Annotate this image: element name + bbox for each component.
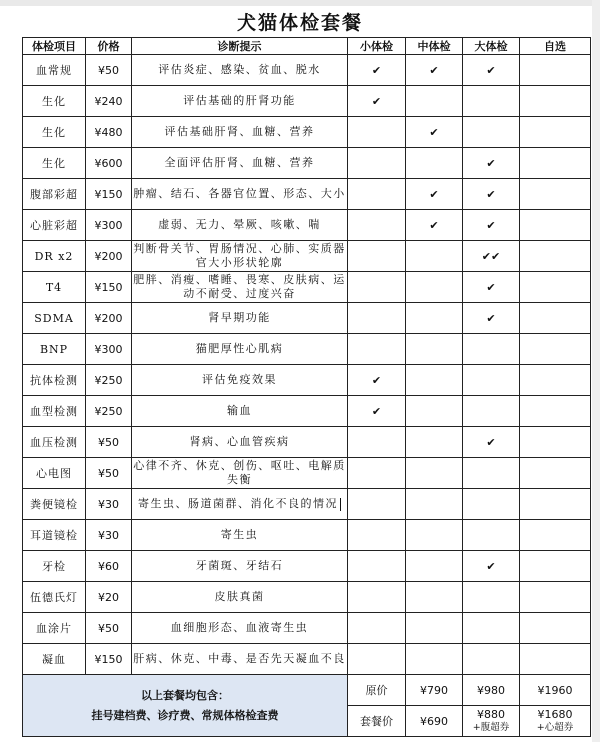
row-custom-select[interactable] [520, 334, 591, 365]
row-medium-check [406, 365, 463, 396]
header-diagnosis: 诊断提示 [132, 38, 348, 55]
table-row [23, 520, 591, 551]
row-diagnosis: 心律不齐、休克、创伤、呕吐、电解质失衡 [132, 458, 348, 489]
row-item: 血型检测 [23, 396, 86, 427]
row-item: SDMA [23, 303, 86, 334]
original-price-small: ¥790 [406, 675, 463, 706]
original-price-label: 原价 [348, 675, 406, 706]
summary-line-1: 以上套餐均包含： [141, 688, 229, 702]
page-top-edge [0, 0, 600, 6]
row-small-check [348, 458, 406, 489]
row-medium-check [406, 241, 463, 272]
row-diagnosis: 评估基础肝肾、血糖、营养 [132, 117, 348, 148]
row-medium-check [406, 489, 463, 520]
header-custom: 自选 [520, 38, 591, 55]
row-item: BNP [23, 334, 86, 365]
row-large-check: ✔ [463, 179, 520, 210]
row-custom-select[interactable] [520, 148, 591, 179]
row-custom-select[interactable] [520, 427, 591, 458]
row-small-check: ✔ [348, 55, 406, 86]
row-small-check [348, 179, 406, 210]
summary-note [23, 675, 348, 737]
row-medium-check [406, 272, 463, 303]
row-custom-select[interactable] [520, 86, 591, 117]
row-small-check: ✔ [348, 86, 406, 117]
row-large-check: ✔✔ [463, 241, 520, 272]
row-price: ¥250 [86, 396, 132, 427]
row-medium-check [406, 613, 463, 644]
row-medium-check [406, 644, 463, 675]
row-medium-check: ✔ [406, 179, 463, 210]
table-row [23, 365, 591, 396]
row-diagnosis: 虚弱、无力、晕厥、咳嗽、喘 [132, 210, 348, 241]
row-custom-select[interactable] [520, 303, 591, 334]
row-price: ¥240 [86, 86, 132, 117]
row-item: 血涂片 [23, 613, 86, 644]
row-large-check: ✔ [463, 148, 520, 179]
row-diagnosis: 评估基础的肝肾功能 [132, 86, 348, 117]
row-price: ¥150 [86, 644, 132, 675]
package-price-large-value: ¥1680 [537, 708, 573, 721]
row-item: 伍德氏灯 [23, 582, 86, 613]
row-price: ¥30 [86, 520, 132, 551]
row-large-check [463, 520, 520, 551]
row-large-check [463, 396, 520, 427]
page-title: 犬猫体检套餐 [236, 12, 363, 34]
row-diagnosis: 肿瘤、结石、各器官位置、形态、大小 [132, 179, 348, 210]
row-item: 腹部彩超 [23, 179, 86, 210]
row-medium-check [406, 303, 463, 334]
table-row [23, 241, 591, 272]
row-small-check [348, 272, 406, 303]
row-diagnosis: 全面评估肝肾、血糖、营养 [132, 148, 348, 179]
row-small-check [348, 644, 406, 675]
row-diagnosis: 牙菌斑、牙结石 [132, 551, 348, 582]
row-item: 耳道镜检 [23, 520, 86, 551]
row-custom-select[interactable] [520, 55, 591, 86]
row-large-check: ✔ [463, 551, 520, 582]
row-large-check: ✔ [463, 272, 520, 303]
package-price-label: 套餐价 [348, 706, 406, 737]
row-small-check [348, 613, 406, 644]
row-custom-select[interactable] [520, 458, 591, 489]
row-price: ¥300 [86, 334, 132, 365]
row-small-check [348, 582, 406, 613]
row-large-check [463, 334, 520, 365]
row-price: ¥50 [86, 55, 132, 86]
table-row [23, 551, 591, 582]
original-price-large: ¥1960 [520, 675, 591, 706]
table-row [23, 210, 591, 241]
package-price-large [520, 706, 591, 737]
original-price-medium: ¥980 [463, 675, 520, 706]
row-small-check [348, 520, 406, 551]
row-small-check [348, 551, 406, 582]
row-medium-check: ✔ [406, 210, 463, 241]
table-row [23, 334, 591, 365]
table-row [23, 582, 591, 613]
row-price: ¥60 [86, 551, 132, 582]
header-medium-package: 中体检 [406, 38, 463, 55]
row-small-check [348, 148, 406, 179]
checkup-table [22, 37, 591, 737]
row-medium-check [406, 148, 463, 179]
row-custom-select[interactable] [520, 644, 591, 675]
header-small-package: 小体检 [348, 38, 406, 55]
row-large-check: ✔ [463, 210, 520, 241]
package-price-large-note: +心超券 [536, 722, 574, 733]
header-item: 体检项目 [23, 38, 86, 55]
table-row [23, 644, 591, 675]
row-item: 生化 [23, 148, 86, 179]
row-price: ¥20 [86, 582, 132, 613]
row-price: ¥50 [86, 458, 132, 489]
row-diagnosis: 肝病、休克、中毒、是否先天凝血不良 [132, 644, 348, 675]
row-price: ¥30 [86, 489, 132, 520]
row-diagnosis: 输血 [132, 396, 348, 427]
row-small-check: ✔ [348, 396, 406, 427]
row-medium-check [406, 520, 463, 551]
row-large-check [463, 644, 520, 675]
table-row [23, 458, 591, 489]
row-item: DR x2 [23, 241, 86, 272]
table-row [23, 427, 591, 458]
row-price: ¥300 [86, 210, 132, 241]
header-large-package: 大体检 [463, 38, 520, 55]
row-item: 心脏彩超 [23, 210, 86, 241]
window-scrollbar[interactable] [592, 0, 600, 742]
row-small-check [348, 210, 406, 241]
header-price: 价格 [86, 38, 132, 55]
package-price-medium-note: +腹超券 [472, 722, 510, 733]
row-large-check [463, 489, 520, 520]
row-medium-check [406, 334, 463, 365]
row-diagnosis: 猫肥厚性心肌病 [132, 334, 348, 365]
row-diagnosis: 寄生虫、肠道菌群、消化不良的情况 [132, 489, 348, 520]
row-custom-select[interactable] [520, 520, 591, 551]
row-custom-select[interactable] [520, 365, 591, 396]
row-item: 生化 [23, 117, 86, 148]
row-price: ¥200 [86, 241, 132, 272]
row-price: ¥150 [86, 179, 132, 210]
row-small-check [348, 334, 406, 365]
row-large-check: ✔ [463, 55, 520, 86]
package-price-medium [463, 706, 520, 737]
row-custom-select[interactable] [520, 396, 591, 427]
table-row [23, 117, 591, 148]
table-row [23, 148, 591, 179]
row-large-check [463, 86, 520, 117]
row-price: ¥200 [86, 303, 132, 334]
row-custom-select[interactable] [520, 210, 591, 241]
row-price: ¥50 [86, 427, 132, 458]
row-item: T4 [23, 272, 86, 303]
text-cursor [340, 498, 341, 511]
row-diagnosis: 皮肤真菌 [132, 582, 348, 613]
row-price: ¥480 [86, 117, 132, 148]
package-price-medium-value: ¥880 [477, 708, 505, 721]
row-item: 血压检测 [23, 427, 86, 458]
row-item: 牙检 [23, 551, 86, 582]
row-large-check [463, 582, 520, 613]
summary-row-original [23, 675, 591, 706]
row-price: ¥50 [86, 613, 132, 644]
row-large-check: ✔ [463, 303, 520, 334]
header-row [23, 38, 591, 55]
table-row [23, 613, 591, 644]
row-diagnosis: 肥胖、消瘦、嗜睡、畏寒、皮肤病、运动不耐受、过度兴奋 [132, 272, 348, 303]
row-small-check [348, 303, 406, 334]
table-row [23, 303, 591, 334]
row-item: 粪便镜检 [23, 489, 86, 520]
row-medium-check: ✔ [406, 55, 463, 86]
row-custom-select[interactable] [520, 241, 591, 272]
row-medium-check [406, 458, 463, 489]
row-medium-check [406, 396, 463, 427]
row-medium-check [406, 86, 463, 117]
row-custom-select[interactable] [520, 117, 591, 148]
row-medium-check [406, 551, 463, 582]
summary-line-2: 挂号建档费、诊疗费、常规体格检查费 [91, 708, 279, 722]
table-row [23, 396, 591, 427]
row-large-check: ✔ [463, 427, 520, 458]
row-large-check [463, 365, 520, 396]
package-price-small: ¥690 [406, 706, 463, 737]
row-price: ¥600 [86, 148, 132, 179]
row-custom-select[interactable] [520, 272, 591, 303]
row-diagnosis: 血细胞形态、血液寄生虫 [132, 613, 348, 644]
row-item: 血常规 [23, 55, 86, 86]
row-diagnosis: 评估免疫效果 [132, 365, 348, 396]
row-custom-select[interactable] [520, 179, 591, 210]
row-price: ¥150 [86, 272, 132, 303]
row-custom-select[interactable] [520, 551, 591, 582]
row-item: 抗体检测 [23, 365, 86, 396]
row-small-check [348, 489, 406, 520]
row-small-check [348, 427, 406, 458]
row-large-check [463, 117, 520, 148]
row-large-check [463, 613, 520, 644]
row-medium-check: ✔ [406, 117, 463, 148]
row-custom-select[interactable] [520, 489, 591, 520]
table-row [23, 272, 591, 303]
row-diagnosis: 判断骨关节、胃肠情况、心肺、实质器官大小形状轮廓 [132, 241, 348, 272]
row-diagnosis: 肾病、心血管疾病 [132, 427, 348, 458]
row-diagnosis: 寄生虫 [132, 520, 348, 551]
table-row [23, 179, 591, 210]
row-item: 心电图 [23, 458, 86, 489]
row-diagnosis: 评估炎症、感染、贫血、脱水 [132, 55, 348, 86]
row-medium-check [406, 582, 463, 613]
row-custom-select[interactable] [520, 613, 591, 644]
table-row [23, 489, 591, 520]
row-medium-check [406, 427, 463, 458]
row-diagnosis: 肾早期功能 [132, 303, 348, 334]
row-item: 生化 [23, 86, 86, 117]
row-small-check [348, 241, 406, 272]
row-small-check: ✔ [348, 365, 406, 396]
row-small-check [348, 117, 406, 148]
row-item: 凝血 [23, 644, 86, 675]
row-custom-select[interactable] [520, 582, 591, 613]
table-row [23, 86, 591, 117]
row-large-check [463, 458, 520, 489]
row-price: ¥250 [86, 365, 132, 396]
table-row [23, 55, 591, 86]
